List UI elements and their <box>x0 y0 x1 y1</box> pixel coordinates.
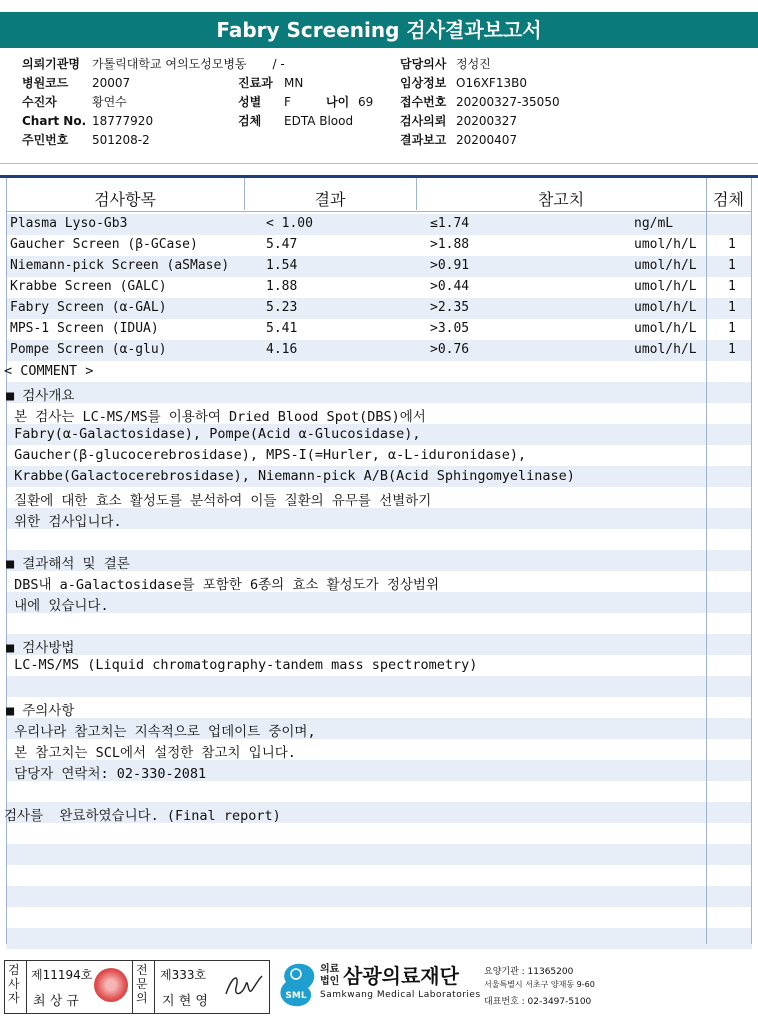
comment-line: 내에 있습니다. <box>6 598 109 614</box>
request-date-value: 20200327 <box>456 114 518 128</box>
org-phone: 대표번호 : 02-3497-5100 <box>484 997 592 1007</box>
org-institution-code: 요양기관 : 11365200 <box>484 967 574 977</box>
ssn-value: 501208-2 <box>92 133 150 147</box>
clinical-info-label: 임상정보 <box>400 76 447 90</box>
footer-divider-2 <box>132 960 133 1014</box>
age-label: 나이 <box>326 95 350 109</box>
chart-no-value: 18777920 <box>92 114 154 128</box>
table-top-rule <box>0 175 758 178</box>
specimen-code: 1 <box>728 237 736 252</box>
comment-line: ■ 검사방법 <box>6 640 75 656</box>
header-specimen: 검체 <box>713 190 744 209</box>
patient-info-col3 <box>400 55 560 150</box>
org-type-1: 의료 <box>320 964 340 975</box>
reference-value: ≤1.74 <box>430 216 470 231</box>
report-title: Fabry Screening 검사결과보고서 <box>0 12 758 48</box>
department-value: MN <box>284 76 304 90</box>
clinical-info-value: O16XF13B0 <box>456 76 527 90</box>
test-result: 1.88 <box>266 279 298 294</box>
header-test-item: 검사항목 <box>94 190 156 209</box>
comment-line: DBS내 a-Galactosidase를 포함한 6종의 효소 활성도가 정상범위 <box>6 577 440 593</box>
tester-license: 제11194호 <box>31 968 93 982</box>
comment-line: ■ 결과해석 및 결론 <box>6 556 130 572</box>
header-result: 결과 <box>314 190 346 209</box>
row-stripe <box>6 676 752 697</box>
reference-unit: ng/mL <box>634 216 674 231</box>
reference-value: >0.44 <box>430 279 470 294</box>
test-result: 1.54 <box>266 258 298 273</box>
hospital-code-value: 20007 <box>92 76 131 90</box>
row-stripe <box>6 844 752 865</box>
comment-line: Gaucher(β-glucocerebrosidase), MPS-I(=Hurler, α-L-iduronidase), <box>6 447 527 463</box>
comment-line: Fabry(α-Galactosidase), Pompe(Acid α-Glucosidase), <box>6 426 421 442</box>
ward-value: / - <box>272 57 285 71</box>
signature-icon <box>222 966 266 1006</box>
test-item-name: Krabbe Screen (GALC) <box>10 279 167 294</box>
table-right-border <box>751 178 752 944</box>
comment-line: ■ 검사개요 <box>6 388 75 404</box>
row-stripe <box>6 634 752 655</box>
tester-label: 검사자 <box>8 963 20 1005</box>
comment-line: < COMMENT > <box>4 363 94 379</box>
reference-unit: umol/h/L <box>634 279 697 294</box>
specimen-label: 검체 <box>238 114 262 128</box>
age-value: 69 <box>358 95 374 109</box>
reference-unit: umol/h/L <box>634 342 697 357</box>
reference-unit: umol/h/L <box>634 321 697 336</box>
specimen-code: 1 <box>728 258 736 273</box>
comment-line: 담당자 연락처: 02-330-2081 <box>6 766 207 782</box>
institution-value: 가톨릭대학교 여의도성모병동 <box>92 57 247 71</box>
row-stripe <box>6 886 752 907</box>
reference-value: >0.91 <box>430 258 470 273</box>
seal-stamp <box>94 968 128 1002</box>
expert-license: 제333호 <box>160 968 207 982</box>
report-date-value: 20200407 <box>456 133 518 147</box>
hospital-code-label: 병원코드 <box>22 76 69 90</box>
header-divider <box>0 163 758 164</box>
comment-line: 본 검사는 LC-MS/MS를 이용하여 Dried Blood Spot(DBS)에서 <box>6 409 426 425</box>
test-item-name: Fabry Screen (α-GAL) <box>10 300 167 315</box>
col-divider-3 <box>706 178 707 944</box>
test-result: 5.23 <box>266 300 298 315</box>
patient-name-label: 수진자 <box>22 95 57 109</box>
test-result: < 1.00 <box>266 216 313 231</box>
chart-no-label: Chart No. <box>22 114 87 128</box>
patient-info-col2 <box>238 74 373 131</box>
specimen-value: EDTA Blood <box>284 114 354 128</box>
org-type-2: 법인 <box>320 976 340 987</box>
patient-name-value: 황연수 <box>92 95 127 109</box>
comment-line: 본 참고치는 SCL에서 설정한 참고치 입니다. <box>6 745 296 761</box>
row-stripe <box>6 928 752 949</box>
reference-unit: umol/h/L <box>634 258 697 273</box>
specimen-code: 1 <box>728 300 736 315</box>
comment-line: 검사를 완료하였습니다. (Final report) <box>4 808 281 824</box>
expert-label: 전문의 <box>136 963 148 1005</box>
test-item-name: Gaucher Screen (β-GCase) <box>10 237 198 252</box>
reference-unit: umol/h/L <box>634 237 697 252</box>
test-result: 4.16 <box>266 342 298 357</box>
test-item-name: Plasma Lyso-Gb3 <box>10 216 128 231</box>
header-underline <box>6 211 752 212</box>
specimen-code: 1 <box>728 342 736 357</box>
comment-line: LC-MS/MS (Liquid chromatography-tandem mass spectrometry) <box>6 657 478 673</box>
doctor-value: 정성진 <box>456 57 491 71</box>
accession-label: 접수번호 <box>400 95 447 109</box>
sex-value: F <box>284 95 291 109</box>
sex-label: 성별 <box>238 95 262 109</box>
footer-divider-3 <box>154 960 155 1014</box>
comment-line: Krabbe(Galactocerebrosidase), Niemann-pick A/B(Acid Sphingomyelinase) <box>6 468 575 484</box>
reference-value: >3.05 <box>430 321 470 336</box>
comment-line: 질환에 대한 효소 활성도를 분석하여 이들 질환의 유무를 선별하기 <box>6 493 432 509</box>
reference-unit: umol/h/L <box>634 300 697 315</box>
test-item-name: MPS-1 Screen (IDUA) <box>10 321 159 336</box>
reference-value: >2.35 <box>430 300 470 315</box>
test-item-name: Pompe Screen (α-glu) <box>10 342 167 357</box>
request-date-label: 검사의뢰 <box>400 114 447 128</box>
specimen-code: 1 <box>728 321 736 336</box>
reference-value: >1.88 <box>430 237 470 252</box>
org-address: 서울특별시 서초구 양재동 9-60 <box>484 980 595 989</box>
test-item-name: Niemann-pick Screen (aSMase) <box>10 258 230 273</box>
comment-line: 우리나라 참고치는 지속적으로 업데이트 중이며, <box>6 724 316 740</box>
specimen-code: 1 <box>728 279 736 294</box>
comment-line: 위한 검사입니다. <box>6 514 122 530</box>
comment-line: ■ 주의사항 <box>6 703 75 719</box>
row-stripe <box>6 592 752 613</box>
header-reference: 참고치 <box>537 190 585 209</box>
department-label: 진료과 <box>238 76 273 90</box>
report-date-label: 결과보고 <box>400 133 447 147</box>
test-result: 5.47 <box>266 237 298 252</box>
reference-value: >0.76 <box>430 342 470 357</box>
test-result: 5.41 <box>266 321 298 336</box>
expert-name: 지 현 영 <box>162 994 208 1009</box>
institution-label: 의뢰기관명 <box>22 57 80 71</box>
sml-logo-text: SML <box>285 991 307 1001</box>
tester-name: 최 상 규 <box>33 994 79 1009</box>
footer-divider-1 <box>26 960 27 1014</box>
sml-logo-icon <box>272 960 320 1010</box>
row-stripe <box>6 382 752 403</box>
ssn-label: 주민번호 <box>22 133 69 147</box>
doctor-label: 담당의사 <box>400 57 447 71</box>
org-name: 삼광의료재단 <box>343 964 459 988</box>
accession-value: 20200327-35050 <box>456 95 560 109</box>
org-english-name: Samkwang Medical Laboratories <box>320 990 481 1000</box>
